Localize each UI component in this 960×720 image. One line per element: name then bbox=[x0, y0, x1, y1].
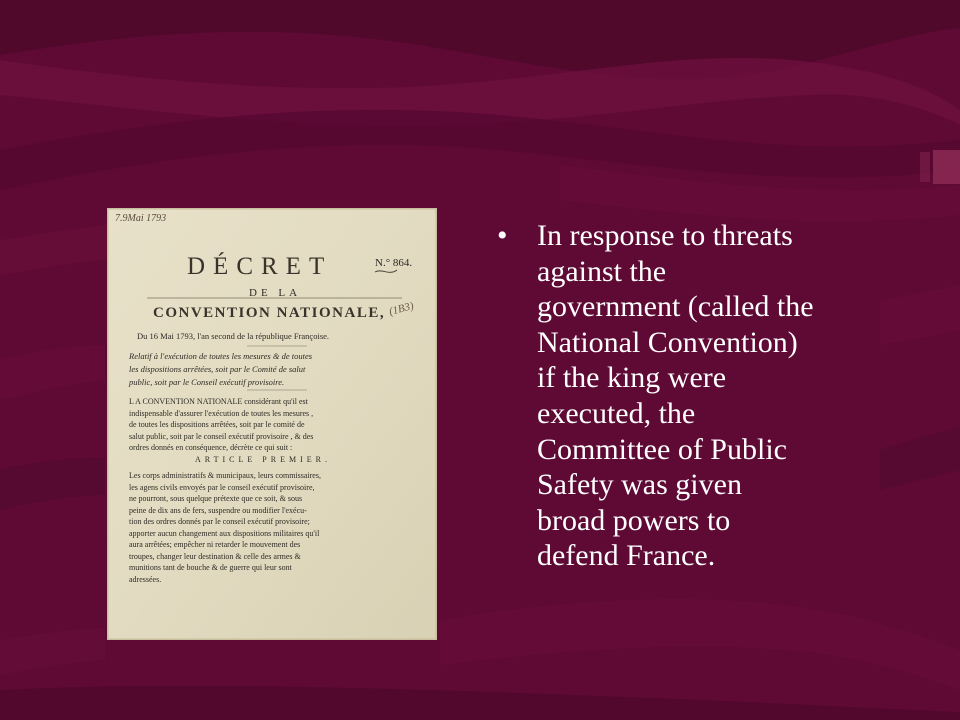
article-heading: ARTICLE PREMIER. bbox=[195, 455, 331, 464]
bullet-line: broad powers to bbox=[537, 503, 731, 537]
decree-number: N.° 864. bbox=[375, 257, 413, 269]
body-line: ordres donnés en conséquence, décrète ce qui suit : bbox=[129, 443, 293, 452]
relatif-line: Relatif à l'exécution de toutes les mesures & de toutes bbox=[129, 351, 313, 361]
bullet-line: if the king were bbox=[537, 361, 727, 395]
article-line: peine de dix ans de fers, suspendre ou modifier l'exécu- bbox=[129, 505, 307, 515]
bullet-marker: • bbox=[497, 219, 508, 252]
decree-convention-heading: CONVENTION NATIONALE, bbox=[153, 305, 386, 321]
margin-note: (1B3) bbox=[387, 299, 416, 319]
decree-title: DÉCRET bbox=[187, 253, 333, 280]
article-line: tion des ordres donnés par le conseil exécutif provisoire; bbox=[129, 517, 310, 526]
article-line: aura arrêtées; empêcher ni retarder le mouvement des bbox=[129, 540, 301, 549]
relatif-line: les dispositions arrêtées, soit par le Comité de salut bbox=[129, 364, 306, 374]
article-line: troupes, changer leur destination & celle des armes & bbox=[129, 551, 301, 561]
bullet-line: Safety was given bbox=[537, 468, 742, 502]
bullet-line: defend France. bbox=[537, 539, 716, 573]
bullet-line: government (called the bbox=[537, 290, 814, 324]
article-line: adressées. bbox=[129, 574, 162, 584]
article-line: munitions tant de bouche & de guerre qui leur sont bbox=[129, 563, 292, 572]
decree-date-line: Du 16 Mai 1793, l'an second de la république Françoise. bbox=[137, 331, 330, 341]
decree-relatif-paragraph bbox=[129, 350, 312, 389]
body-line: salut public, soit par le conseil exécutif provisoire , & des bbox=[129, 431, 314, 441]
body-line: de toutes les dispositions arrêtées, soit par le comité de bbox=[129, 420, 305, 429]
decree-document-image bbox=[107, 208, 437, 640]
body-line: indispensable d'assurer l'exécution de toutes les mesures , bbox=[129, 408, 314, 418]
bullet-line: Committee of Public bbox=[537, 432, 787, 466]
decree-preamble-paragraph bbox=[129, 396, 313, 454]
article-line: apporter aucun changement aux dispositions militaires qu'il bbox=[129, 528, 320, 538]
article-line: les agens civils envoyés par le conseil exécutif provisoire, bbox=[129, 482, 315, 492]
article-paragraph bbox=[129, 470, 321, 585]
bullet-item bbox=[497, 218, 897, 574]
handwritten-date: 7.9Mai 1793 bbox=[115, 213, 167, 224]
decree-subtitle: DE LA bbox=[249, 287, 302, 299]
bullet-line: against the bbox=[537, 254, 667, 288]
relatif-line: public, soit par le Conseil exécutif provisoire. bbox=[129, 377, 285, 387]
bullet-line: executed, the bbox=[537, 396, 696, 430]
article-line: ne pourront, sous quelque prétexte que ce soit, & sous bbox=[129, 494, 303, 503]
body-line: L A CONVENTION NATIONALE considérant qu'il est bbox=[129, 397, 308, 406]
bullet-line: In response to threats bbox=[537, 219, 793, 252]
bullet-line: National Convention) bbox=[537, 325, 798, 359]
article-line: Les corps administratifs & municipaux, leurs commissaires, bbox=[129, 471, 321, 480]
bullet-list bbox=[497, 218, 897, 574]
